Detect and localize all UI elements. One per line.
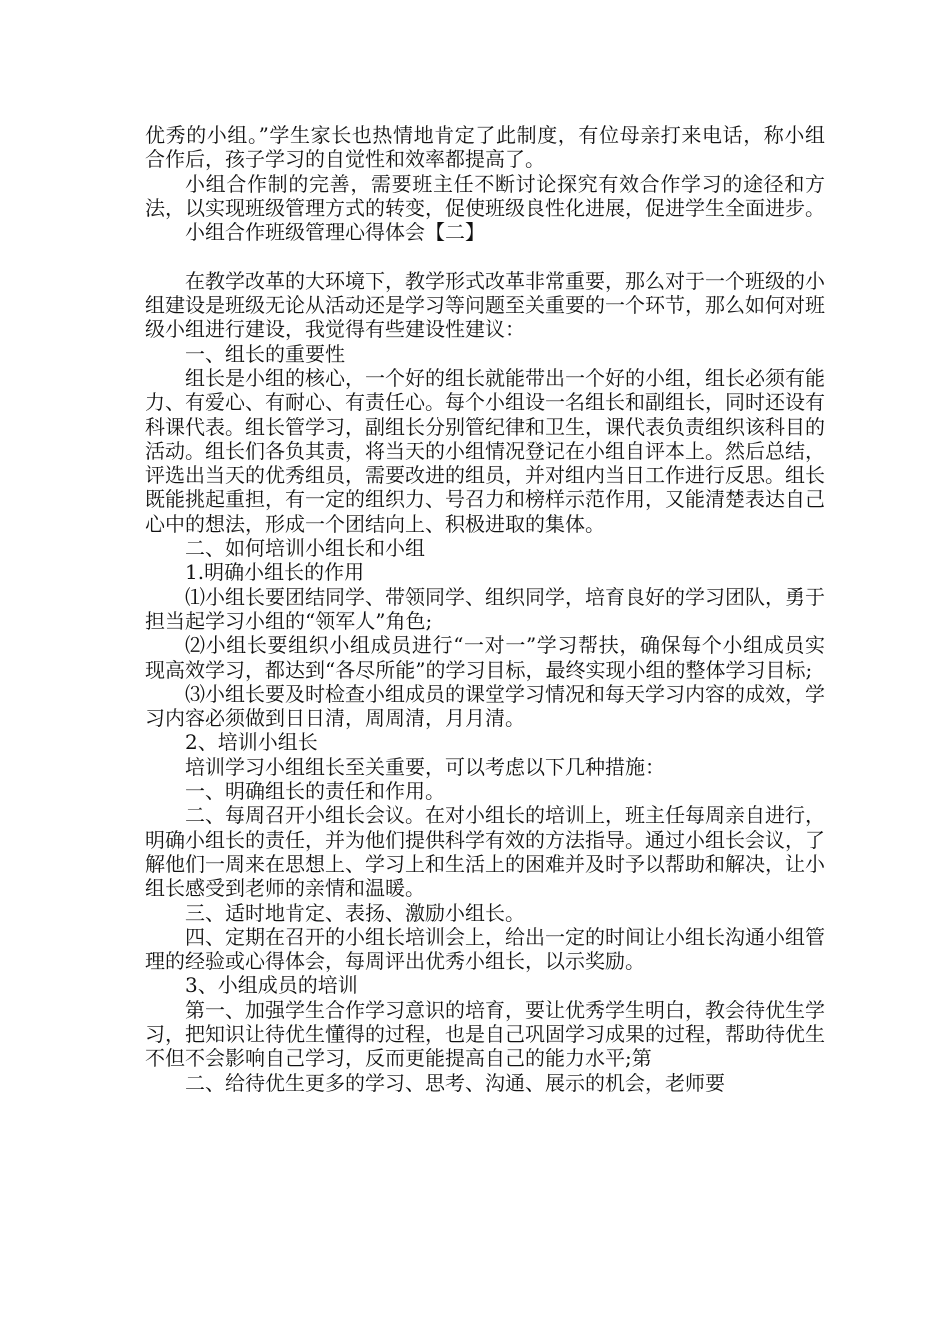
paragraph: 第一、加强学生合作学习意识的培育，要让优秀学生明白，教会待优生学习，把知识让待优生懂得的过程，也是自己巩固学习成果的过程，帮助待优生不但不会影响自己学习，反而更能提高自己的能力水平;第 [145,997,825,1071]
list-item: ⑴小组长要团结同学、带领同学、组织同学，培育良好的学习团队，勇于担当起学习小组的“领军人”角色; [145,584,825,633]
section-title: 小组合作班级管理心得体会【二】 [185,220,485,245]
paragraph: 组长是小组的核心，一个好的组长就能带出一个好的小组，组长必须有能力、有爱心、有耐心、有责任心。每个小组设一名组长和副组长，同时还设有科课代表。组长管学习，副组长分别管纪律和卫生，课代表负责组织该科目的活动。组长们各负其责，将当天的小组情况登记在小组自评本上。然后总结，评选出当天的优秀组员，需要改进的组员，并对组内当日工作进行反思。组长既能挑起重担，有一定的组织力、号召力和榜样示范作用，又能清楚表达自己心中的想法，形成一个团结向上、积极进取的集体。 [145,365,825,536]
list-item: ⑵小组长要组织小组成员进行“一对一”学习帮扶，确保每个小组成员实现高效学习，都达到“各尽所能”的学习目标，最终实现小组的整体学习目标; [145,633,825,682]
blank-line [145,244,825,268]
list-item: 二、每周召开小组长会议。在对小组长的培训上，班主任每周亲自进行，明确小组长的责任，并为他们提供科学有效的方法指导。通过小组长会议，了解他们一周来在思想上、学习上和生活上的困难并及时予以帮助和解决，让小组长感受到老师的亲情和温暖。 [145,803,825,901]
list-item: 三、适时地肯定、表扬、激励小组长。 [185,900,525,925]
paragraph: 二、给待优生更多的学习、思考、沟通、展示的机会，老师要 [185,1070,725,1095]
document-body [145,123,825,1095]
list-item: 四、定期在召开的小组长培训会上，给出一定的时间让小组长沟通小组管理的经验或心得体会，每周评出优秀小组长，以示奖励。 [145,924,825,974]
subsection-heading: 1.明确小组长的作用 [185,560,365,585]
subsection-heading: 3、小组成员的培训 [185,973,358,998]
subsection-heading: 2、培训小组长 [185,730,318,755]
paragraph: 在教学改革的大环境下，教学形式改革非常重要，那么对于一个班级的小组建设是班级无论从活动还是学习等问题至关重要的一个环节，那么如何对班级小组进行建设，我觉得有些建设性建议： [145,268,825,342]
section-heading: 一、组长的重要性 [185,341,345,366]
section-heading: 二、如何培训小组长和小组 [185,536,425,561]
paragraph: 优秀的小组。”学生家长也热情地肯定了此制度，有位母亲打来电话，称小组合作后，孩子学习的自觉性和效率都提高了。 [145,123,825,172]
paragraph: 培训学习小组组长至关重要，可以考虑以下几种措施： [185,754,665,779]
list-item: ⑶小组长要及时检查小组成员的课堂学习情况和每天学习内容的成效，学习内容必须做到日日清，周周清，月月清。 [145,681,825,731]
paragraph: 小组合作制的完善，需要班主任不断讨论探究有效合作学习的途径和方法，以实现班级管理方式的转变，促使班级良性化进展，促进学生全面进步。 [145,171,825,220]
list-item: 一、明确组长的责任和作用。 [185,779,445,804]
